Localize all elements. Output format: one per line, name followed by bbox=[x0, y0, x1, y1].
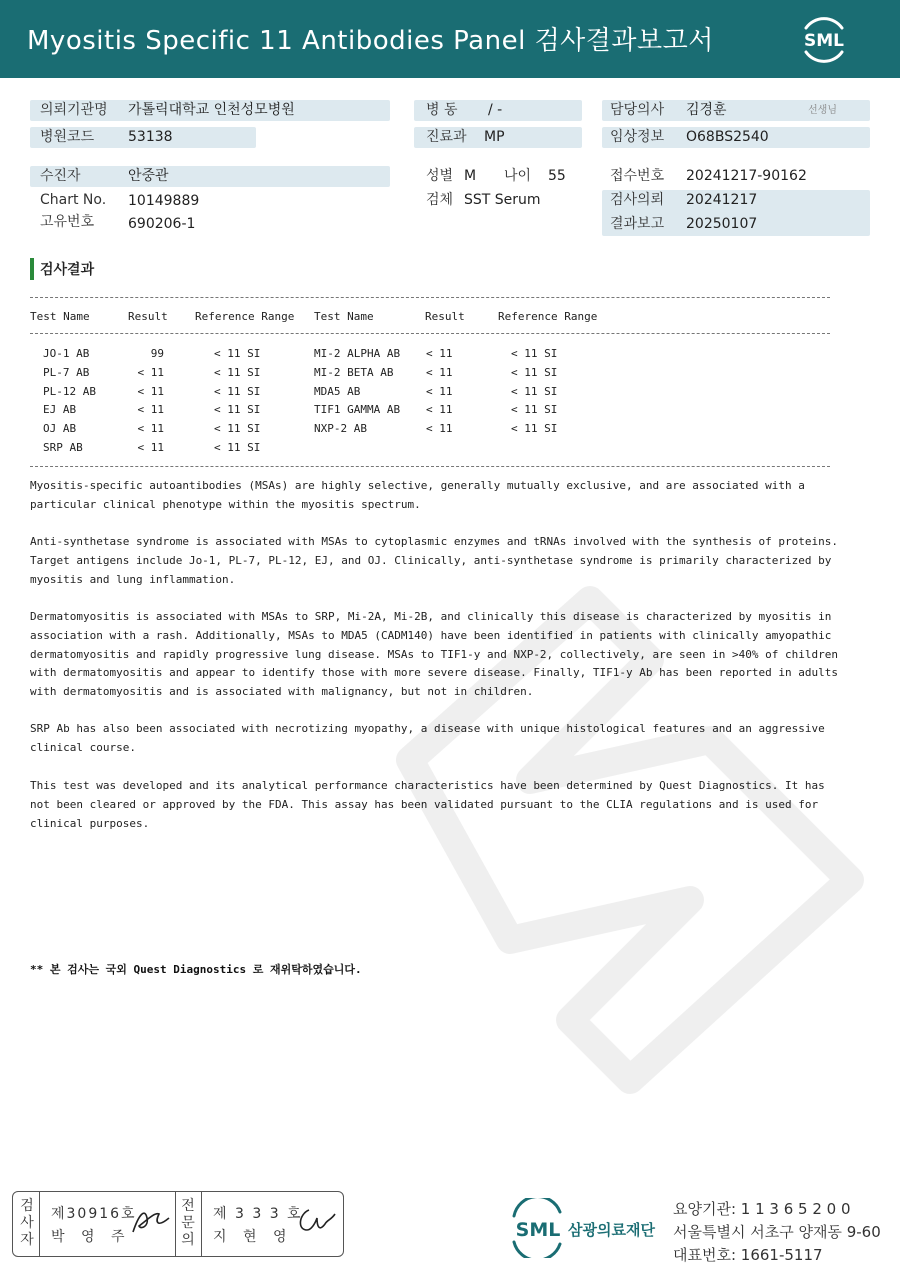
care-institution-no: 요양기관: 1 1 3 6 5 2 0 0 bbox=[673, 1200, 851, 1218]
result-cell: < 11 bbox=[426, 365, 453, 379]
result-cell: < 11 bbox=[426, 384, 453, 398]
chart-no-value: 10149889 bbox=[128, 193, 200, 209]
result-cell: < 11 bbox=[137, 422, 164, 436]
result-cell: < 11 bbox=[426, 403, 453, 417]
table-divider-top bbox=[30, 297, 830, 298]
test-name-cell: JO-1 AB bbox=[43, 347, 90, 360]
doctor-label: 담당의사 bbox=[610, 102, 665, 118]
reference-range-cell: < 11 SI bbox=[214, 347, 261, 360]
inspector-label: 검사자 bbox=[20, 1198, 34, 1248]
result-cell: < 11 bbox=[426, 347, 453, 360]
request-date-label: 검사의뢰 bbox=[610, 192, 665, 208]
signature-divider-1 bbox=[39, 1192, 40, 1256]
header-result-left: Result bbox=[128, 310, 168, 323]
header-result-right: Result bbox=[425, 310, 465, 323]
result-cell: < 11 bbox=[137, 384, 164, 398]
result-cell: < 11 bbox=[426, 422, 453, 436]
result-cell: < 11 bbox=[137, 403, 164, 417]
result-cell: 99 bbox=[150, 347, 164, 360]
reference-range-cell: < 11 SI bbox=[214, 365, 261, 379]
patient-label: 수진자 bbox=[40, 168, 81, 184]
inspector-license: 제30916호 bbox=[51, 1206, 137, 1222]
watermark-logo-icon bbox=[330, 560, 890, 1120]
svg-text:삼광의료재단: 삼광의료재단 bbox=[568, 1221, 655, 1239]
referral-notice: ** 본 검사는 국외 Quest Diagnostics 로 재위탁하였습니다. bbox=[30, 963, 362, 976]
unique-id-value: 690206-1 bbox=[128, 216, 196, 232]
sml-logo-icon bbox=[796, 12, 852, 68]
comment-paragraph-1: Myositis-specific autoantibodies (MSAs) are highly selective, generally mutually exclusive, and are associated with a particular clinical phenotype within the myositis spectrum. bbox=[30, 479, 805, 511]
svg-text:SML: SML bbox=[804, 31, 844, 51]
chart-no-label: Chart No. bbox=[40, 192, 107, 208]
result-cell: < 11 bbox=[137, 441, 164, 454]
unique-id-label: 고유번호 bbox=[40, 214, 95, 230]
report-title: Myositis Specific 11 Antibodies Panel 검사결과보고서 bbox=[27, 26, 714, 56]
reference-range-cell: < 11 SI bbox=[511, 422, 558, 436]
ward-label: 병 동 bbox=[426, 102, 458, 118]
test-name-cell: MDA5 AB bbox=[314, 384, 361, 398]
reference-range-cell: < 11 SI bbox=[511, 347, 558, 360]
header-ref-left: Reference Range bbox=[195, 310, 295, 323]
table-divider-bottom bbox=[30, 466, 830, 467]
signature-divider-3 bbox=[201, 1192, 202, 1256]
table-divider-header bbox=[30, 333, 830, 334]
hospital-code-value: 53138 bbox=[128, 129, 173, 145]
age-value: 55 bbox=[548, 168, 566, 184]
specialist-label: 전문의 bbox=[181, 1198, 195, 1248]
age-label: 나이 bbox=[504, 168, 532, 184]
reference-range-cell: < 11 SI bbox=[214, 403, 261, 417]
department-label: 진료과 bbox=[426, 129, 467, 145]
test-name-cell: NXP-2 AB bbox=[314, 422, 367, 436]
institution-value: 가톨릭대학교 인천성모병원 bbox=[128, 102, 295, 118]
header-test-name-right: Test Name bbox=[314, 310, 374, 323]
section-marker bbox=[30, 258, 34, 280]
test-name-cell: MI-2 BETA AB bbox=[314, 365, 394, 379]
specialist-name: 지 현 영 bbox=[213, 1229, 293, 1245]
inspector-signature-icon bbox=[129, 1204, 173, 1238]
reference-range-cell: < 11 SI bbox=[511, 384, 558, 398]
comment-paragraph-5: This test was developed and its analytical performance characteristics have been determined by Quest Diagnostics. It has not been cleared or approved by the FDA. This assay has been validated pursuant to the CLIA regulations and is used for clinical purposes. bbox=[30, 779, 825, 830]
specialist-license: 제 3 3 3 호 bbox=[213, 1206, 303, 1222]
report-date-label: 결과보고 bbox=[610, 216, 665, 232]
section-title: 검사결과 bbox=[40, 262, 95, 278]
institution-label: 의뢰기관명 bbox=[40, 102, 108, 118]
report-header bbox=[0, 0, 900, 78]
test-name-cell: TIF1 GAMMA AB bbox=[314, 403, 401, 417]
comment-paragraph-4: SRP Ab has also been associated with necrotizing myopathy, a disease with unique histological features and an aggressive clinical course. bbox=[30, 722, 825, 754]
foundation-logo-icon bbox=[510, 1198, 660, 1258]
svg-text:SML: SML bbox=[515, 1219, 561, 1241]
doctor-suffix: 선생님 bbox=[808, 105, 837, 116]
report-date-value: 20250107 bbox=[686, 216, 758, 232]
specialist-signature-icon bbox=[295, 1204, 339, 1238]
patient-value: 안중관 bbox=[128, 168, 169, 184]
specimen-label: 검체 bbox=[426, 192, 454, 208]
test-name-cell: OJ AB bbox=[43, 422, 77, 436]
receipt-no-value: 20241217-90162 bbox=[686, 168, 807, 184]
specimen-value: SST Serum bbox=[464, 192, 541, 208]
reference-range-cell: < 11 SI bbox=[511, 403, 558, 417]
inspector-name: 박 영 주 bbox=[51, 1229, 131, 1245]
patient-row-bg bbox=[30, 166, 390, 187]
header-ref-right: Reference Range bbox=[498, 310, 598, 323]
signature-box bbox=[12, 1191, 344, 1257]
test-name-cell: PL-12 AB bbox=[43, 384, 96, 398]
test-name-cell: PL-7 AB bbox=[43, 365, 90, 379]
clinical-info-value: O68BS2540 bbox=[686, 129, 769, 145]
sex-value: M bbox=[464, 168, 477, 184]
clinical-info-label: 임상정보 bbox=[610, 129, 665, 145]
signature-divider-2 bbox=[175, 1192, 176, 1256]
test-name-cell: EJ AB bbox=[43, 403, 77, 417]
header-test-name-left: Test Name bbox=[30, 310, 90, 323]
receipt-no-label: 접수번호 bbox=[610, 168, 665, 184]
doctor-value: 김경훈 bbox=[686, 102, 727, 118]
request-date-value: 20241217 bbox=[686, 192, 758, 208]
foundation-address: 서울특별시 서초구 양재동 9-60 bbox=[673, 1223, 881, 1241]
test-name-cell: SRP AB bbox=[43, 441, 83, 454]
reference-range-cell: < 11 SI bbox=[214, 422, 261, 436]
test-name-cell: MI-2 ALPHA AB bbox=[314, 347, 401, 360]
ward-value: / - bbox=[488, 102, 503, 118]
hospital-code-label: 병원코드 bbox=[40, 129, 95, 145]
reference-range-cell: < 11 SI bbox=[214, 384, 261, 398]
sex-label: 성별 bbox=[426, 168, 454, 184]
reference-range-cell: < 11 SI bbox=[511, 365, 558, 379]
result-cell: < 11 bbox=[137, 365, 164, 379]
comment-paragraph-2: Anti-synthetase syndrome is associated with MSAs to cytoplasmic enzymes and tRNAs involved with the synthesis of proteins. Target antigens include Jo-1, PL-7, PL-12, EJ, and OJ. Clinically, anti-synthetase syndrome is primarily characterized by myositis and lung inflammation. bbox=[30, 535, 838, 586]
department-value: MP bbox=[484, 129, 505, 145]
foundation-phone: 대표번호: 1661-5117 bbox=[673, 1246, 823, 1264]
reference-range-cell: < 11 SI bbox=[214, 441, 261, 454]
comment-paragraph-3: Dermatomyositis is associated with MSAs to SRP, Mi-2A, Mi-2B, and clinically this disease is characterized by myositis in association with a rash. Additionally, MSAs to MDA5 (CADM140) have been identified in patients with clinically amyopathic dermatomyositis and rapidly progressive lung disease. MSAs to TIF1-y and NXP-2, collectively, are seen in >40% of children with dermatomyositis and appear to identify those with more severe disease. Finally, TIF1-y Ab has been reported in adults with dermatomyositis and is associated with malignancy, but not in children. bbox=[30, 610, 838, 699]
